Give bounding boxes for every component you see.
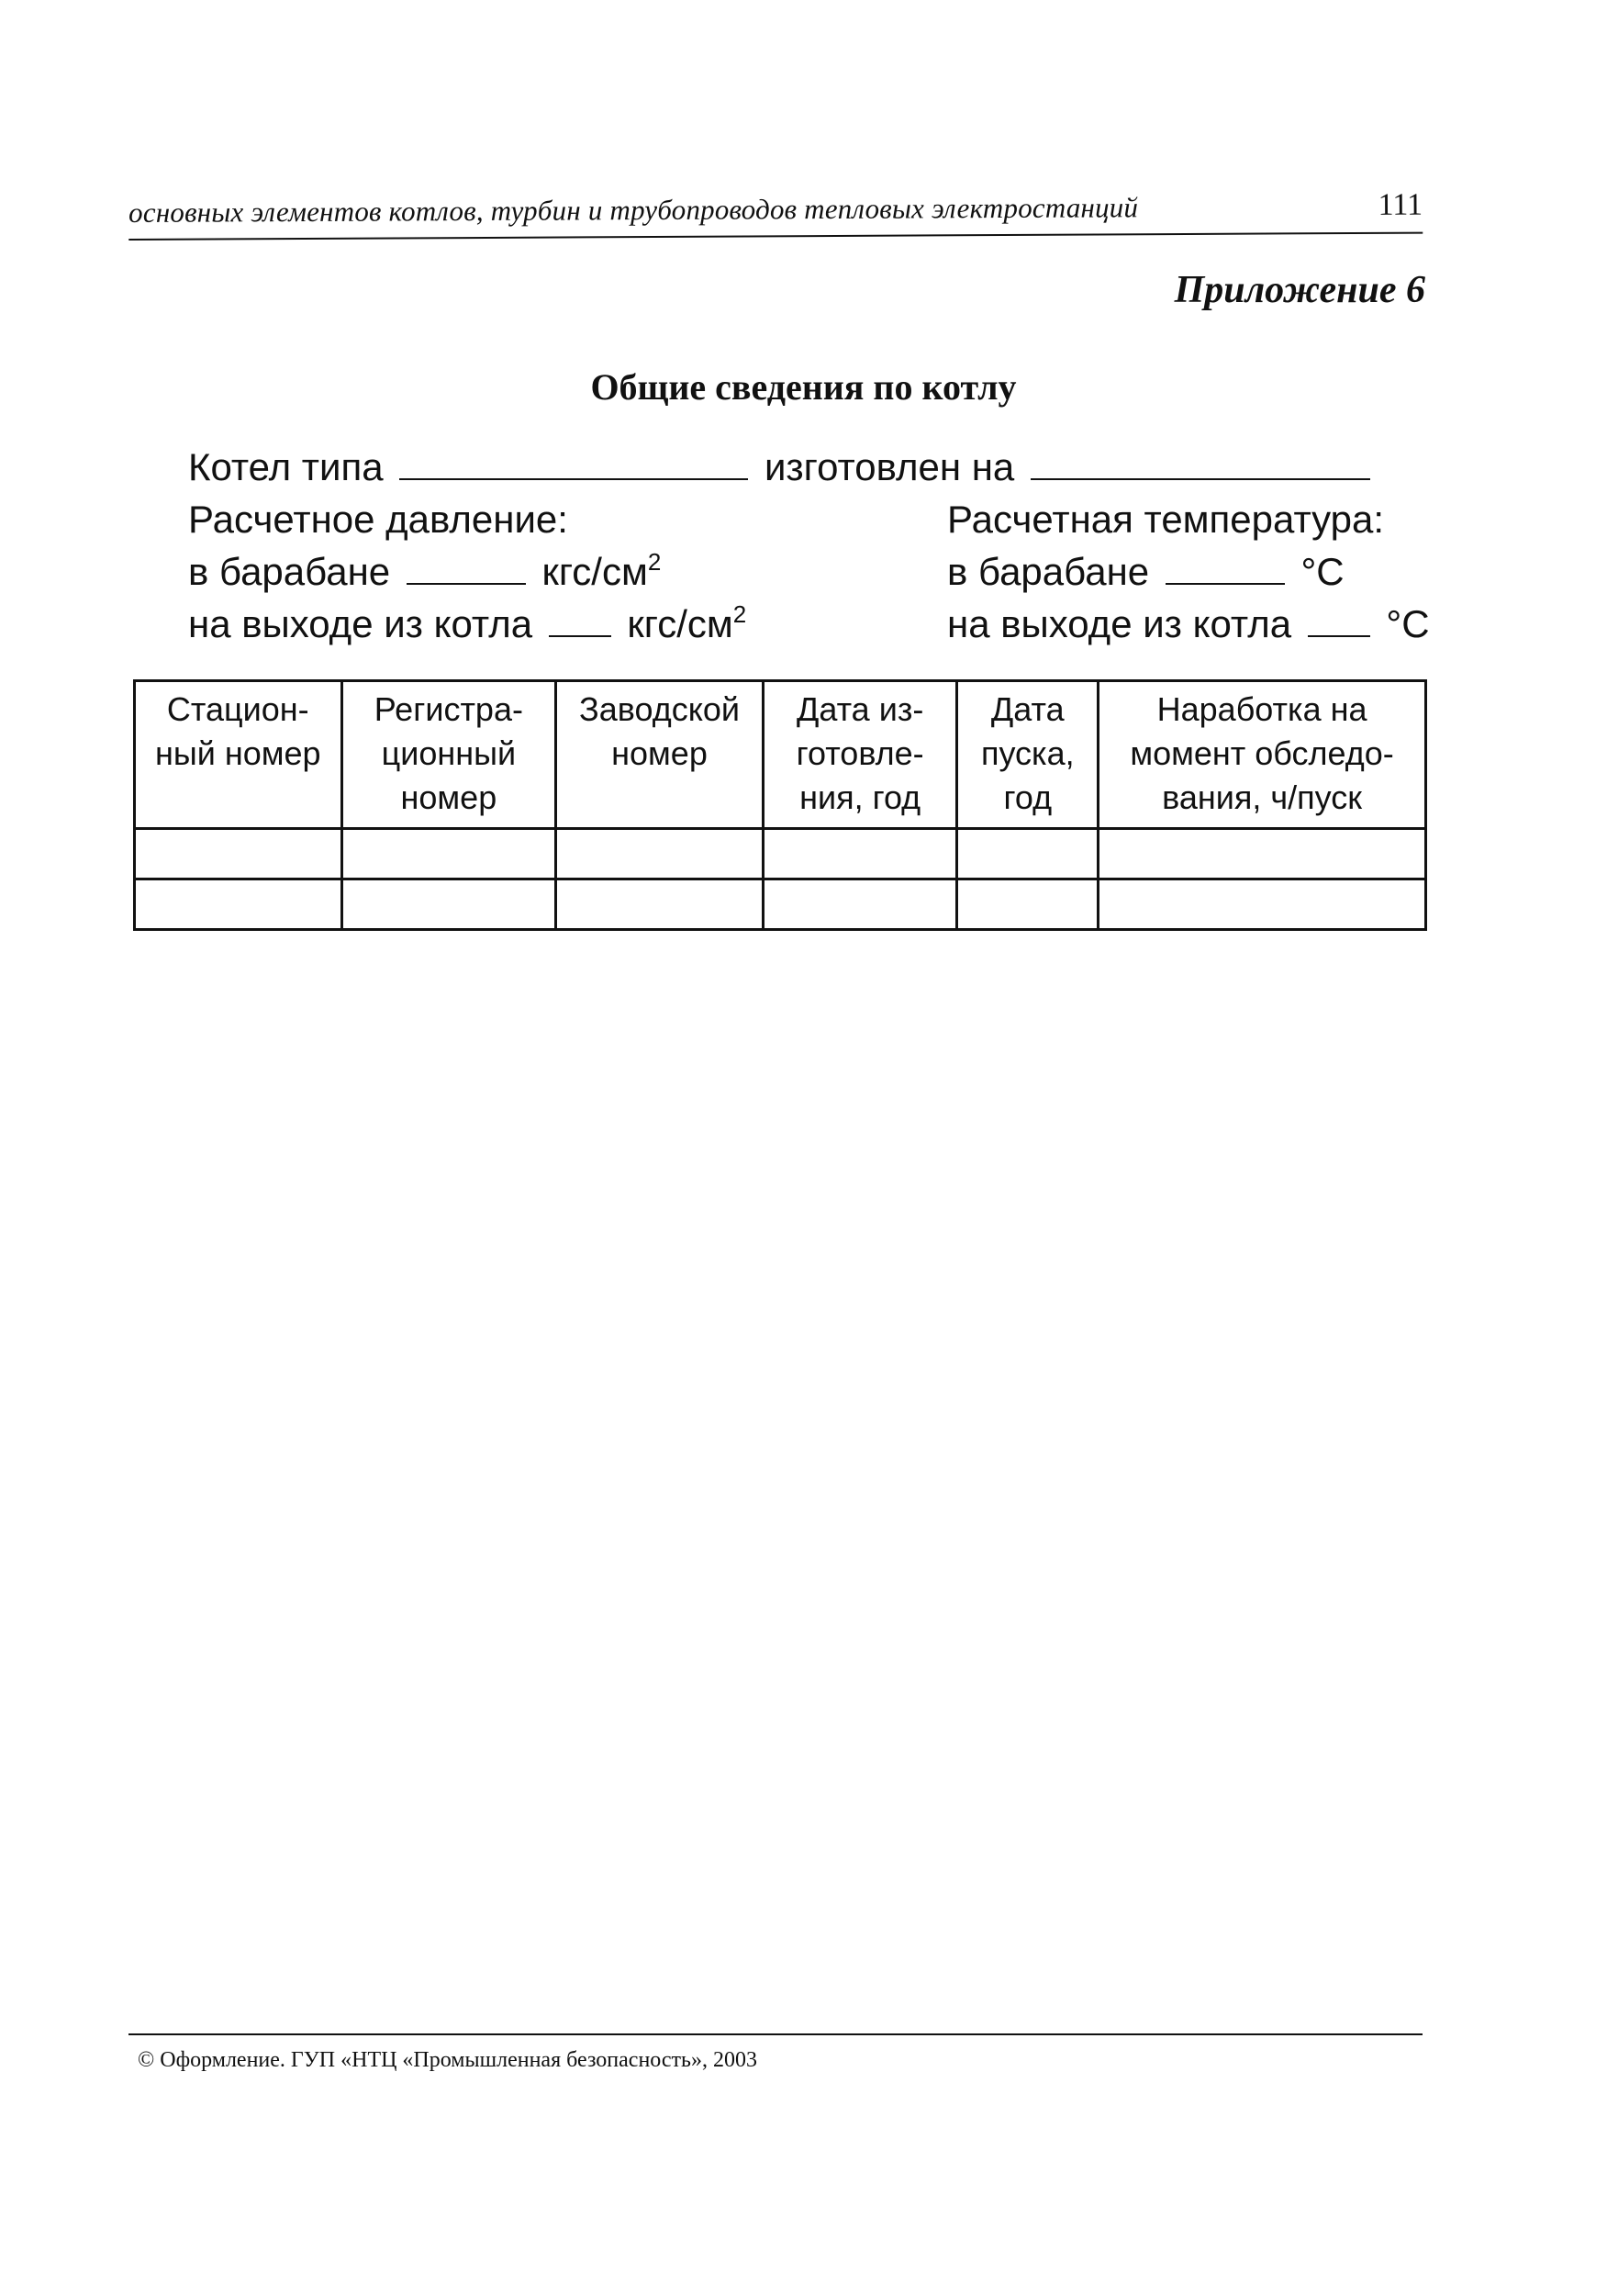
boiler-table (133, 679, 1427, 931)
temperature-outlet-blank[interactable] (1308, 599, 1370, 637)
column-header (135, 681, 342, 829)
form-line-headings (188, 493, 1427, 545)
column-header-line: ционный (381, 734, 517, 772)
table-cell[interactable] (1099, 879, 1426, 930)
pressure-unit: кгс/$см^2$ (541, 548, 662, 593)
footer-rule (128, 2033, 1423, 2035)
column-header-line: год (1003, 778, 1053, 816)
temperature-unit: °C (1386, 602, 1430, 645)
pressure-outlet-label: на выходе из котла (188, 602, 533, 645)
form-line-outlet (188, 598, 1430, 650)
running-header (128, 186, 1423, 235)
table-cell[interactable] (957, 829, 1099, 879)
temperature-outlet-label: на выходе из котла (947, 602, 1292, 645)
manufactured-blank[interactable] (1031, 442, 1370, 480)
temperature-drum-blank[interactable] (1166, 546, 1285, 585)
pressure-drum-label: в барабане (188, 550, 391, 593)
column-header-line: Наработка на (1156, 690, 1367, 728)
manufactured-label: изготовлен на (764, 445, 1015, 488)
pressure-unit: кгс/$см^2$ (627, 600, 747, 645)
column-header-line: Дата (990, 690, 1065, 728)
table-cell[interactable] (135, 829, 342, 879)
table-cell[interactable] (763, 879, 957, 930)
column-header-line: ния, год (799, 778, 921, 816)
table-cell[interactable] (957, 879, 1099, 930)
table-cell[interactable] (763, 829, 957, 879)
column-header-line: пуска, (980, 734, 1075, 772)
column-header (341, 681, 556, 829)
column-header-line: номер (611, 734, 708, 772)
table-body (135, 829, 1426, 930)
table-header-row (135, 681, 1426, 829)
boiler-info-form (188, 441, 1430, 650)
column-header (556, 681, 764, 829)
form-line-type (188, 441, 1427, 493)
column-header-line: момент обследо- (1130, 734, 1394, 772)
column-header-line: вания, ч/пуск (1162, 778, 1362, 816)
column-header-line: Регистра- (374, 690, 523, 728)
boiler-table-wrap (133, 679, 1427, 931)
table-cell[interactable] (1099, 829, 1426, 879)
copyright-text: © Оформление. ГУП «НТЦ «Промышленная безопасность», 2003 (138, 2048, 757, 2072)
column-header-line: Дата из- (796, 690, 924, 728)
temperature-unit: °C (1300, 550, 1345, 593)
column-header (1099, 681, 1426, 829)
design-pressure-label: Расчетное давление: (188, 498, 568, 541)
table-cell[interactable] (556, 829, 764, 879)
column-header-line: номер (400, 778, 497, 816)
table-row (135, 829, 1426, 879)
form-line-drum (188, 545, 1427, 598)
table-cell[interactable] (135, 879, 342, 930)
section-title: Общие сведения по котлу (590, 366, 1017, 408)
column-header-line: Заводской (579, 690, 741, 728)
pressure-outlet-blank[interactable] (549, 599, 611, 637)
pressure-drum-blank[interactable] (407, 546, 526, 585)
boiler-type-label: Котел типа (188, 445, 384, 488)
header-rule (128, 232, 1423, 241)
table-row (135, 879, 1426, 930)
column-header-line: Стацион- (166, 690, 309, 728)
table-cell[interactable] (341, 829, 556, 879)
column-header (957, 681, 1099, 829)
column-header-line: ный номер (155, 734, 321, 772)
temperature-drum-label: в барабане (947, 550, 1150, 593)
table-cell[interactable] (556, 879, 764, 930)
appendix-label: Приложение 6 (1174, 269, 1425, 311)
running-title: основных элементов котлов, турбин и трубопроводов тепловых электростанций (128, 191, 1139, 229)
boiler-type-blank[interactable] (399, 442, 748, 480)
design-temperature-label: Расчетная температура: (947, 498, 1385, 541)
page-number: 111 (1378, 187, 1423, 222)
column-header-line: готовле- (796, 734, 924, 772)
column-header (763, 681, 957, 829)
table-cell[interactable] (341, 879, 556, 930)
